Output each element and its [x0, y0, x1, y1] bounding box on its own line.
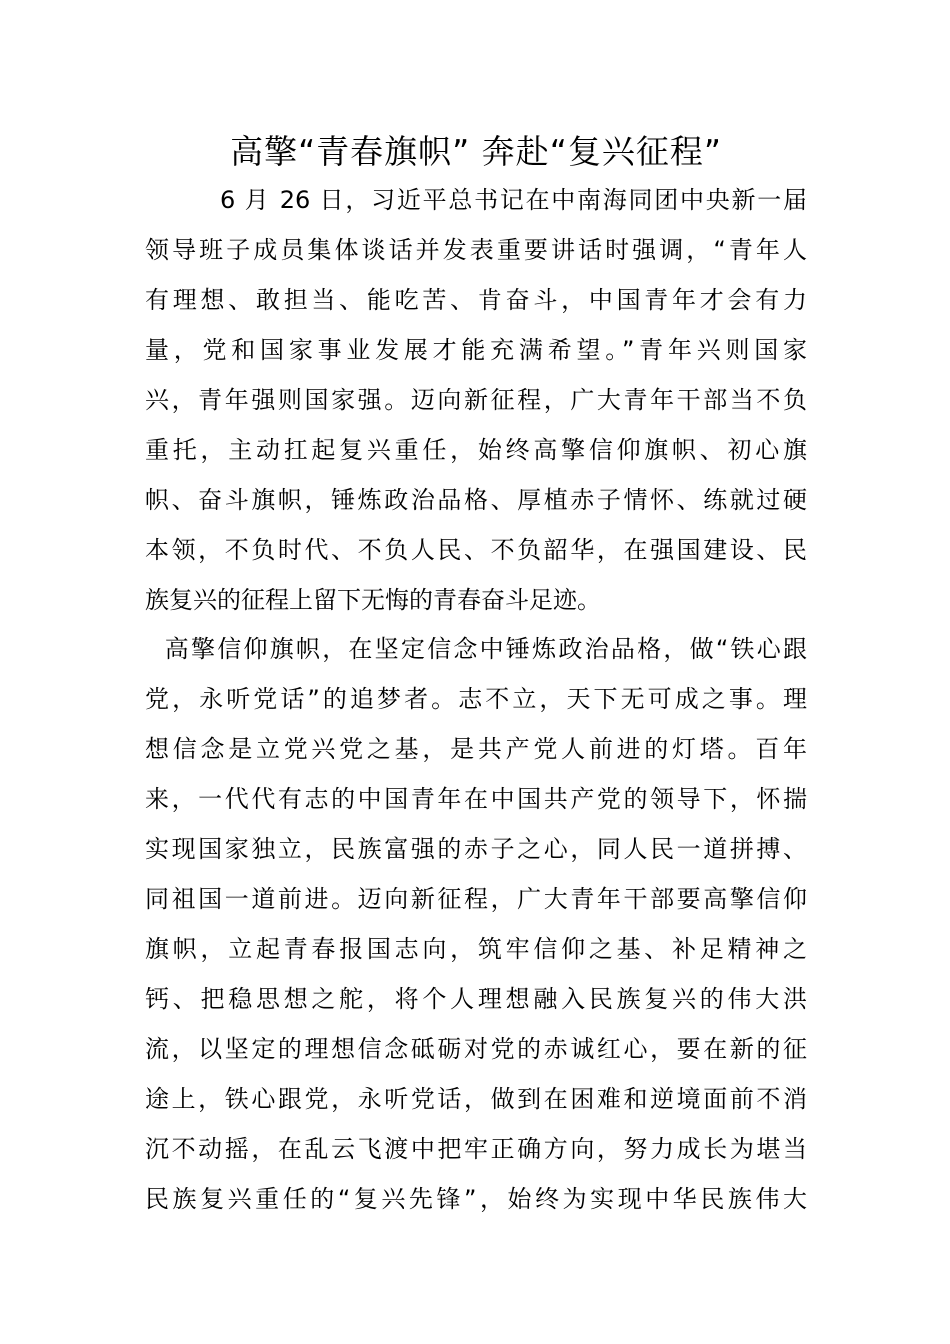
paragraph-line: 途上，铁心跟党，永听党话，做到在困难和逆境面前不消	[145, 1085, 807, 1113]
paragraph-line: 旗帜，立起青春报国志向，筑牢信仰之基、补足精神之	[145, 935, 807, 963]
paragraph-line: 同祖国一道前进。迈向新征程，广大青年干部要高擎信仰	[145, 885, 807, 913]
paragraph-line: 6 月 26 日，习近平总书记在中南海同团中央新一届	[145, 186, 807, 214]
article-title: 高擎“青春旗帜” 奔赴“复兴征程”	[230, 132, 722, 171]
paragraph-line: 量，党和国家事业发展才能充满希望。”青年兴则国家	[145, 336, 807, 364]
paragraph-line: 兴，青年强则国家强。迈向新征程，广大青年干部当不负	[145, 386, 807, 414]
paragraph-line: 重托，主动扛起复兴重任，始终高擎信仰旗帜、初心旗	[145, 436, 807, 464]
paragraph-line: 沉不动摇，在乱云飞渡中把牢正确方向，努力成长为堪当	[145, 1135, 807, 1163]
paragraph-line: 本领，不负时代、不负人民、不负韶华，在强国建设、民	[145, 536, 807, 564]
paragraph-1	[145, 175, 807, 625]
paragraph-line: 党，永听党话”的追梦者。志不立，天下无可成之事。理	[145, 685, 807, 713]
paragraph-line: 想信念是立党兴党之基，是共产党人前进的灯塔。百年	[145, 735, 807, 763]
paragraph-2	[145, 624, 807, 1224]
paragraph-line: 民族复兴重任的“复兴先锋”，始终为实现中华民族伟大	[145, 1185, 807, 1213]
paragraph-line: 流，以坚定的理想信念砥砺对党的赤诚红心，要在新的征	[145, 1035, 807, 1063]
paragraph-line: 实现国家独立，民族富强的赤子之心，同人民一道拼搏、	[145, 835, 807, 863]
paragraph-line: 有理想、敢担当、能吃苦、肯奋斗，中国青年才会有力	[145, 286, 807, 314]
paragraph-line: 领导班子成员集体谈话并发表重要讲话时强调，“青年人	[145, 236, 807, 264]
paragraph-line: 来，一代代有志的中国青年在中国共产党的领导下，怀揣	[145, 785, 807, 813]
paragraph-line: 高擎信仰旗帜，在坚定信念中锤炼政治品格，做“铁心跟	[145, 635, 807, 663]
paragraph-line: 帜、奋斗旗帜，锤炼政治品格、厚植赤子情怀、练就过硬	[145, 486, 807, 514]
paragraph-line: 族复兴的征程上留下无悔的青春奋斗足迹。	[145, 586, 601, 614]
paragraph-line: 钙、把稳思想之舵，将个人理想融入民族复兴的伟大洪	[145, 985, 807, 1013]
